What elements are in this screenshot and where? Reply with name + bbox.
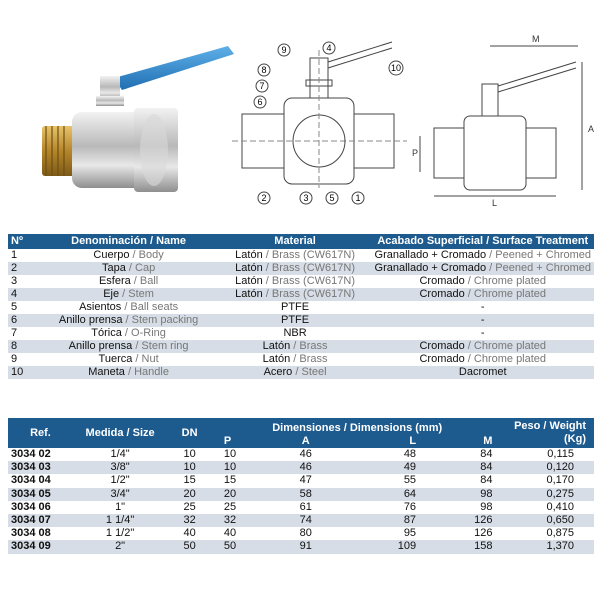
size-ref: 3034 09 bbox=[8, 540, 73, 553]
size-dn: 25 bbox=[183, 500, 196, 513]
part-name: Maneta / Handle bbox=[39, 366, 219, 379]
part-number: 5 bbox=[11, 301, 18, 313]
size-ref: 3034 07 bbox=[8, 514, 73, 527]
size-row bbox=[8, 540, 594, 553]
exploded-section-drawing bbox=[232, 28, 412, 208]
dimension-drawing bbox=[410, 28, 600, 208]
size-p: 10 bbox=[212, 461, 273, 474]
part-material: Acero / Steel bbox=[219, 366, 372, 379]
callout-9 bbox=[278, 44, 290, 56]
svg-text:7: 7 bbox=[259, 81, 265, 91]
part-finish: Cromado / Chrome plated bbox=[372, 288, 594, 301]
header-dn: DN bbox=[181, 426, 198, 439]
callout-1 bbox=[352, 192, 364, 204]
part-number: 1 bbox=[11, 249, 18, 261]
parts-row bbox=[8, 340, 594, 353]
part-number: 2 bbox=[8, 262, 39, 275]
size-dn: 10 bbox=[183, 448, 196, 461]
part-number: 7 bbox=[11, 327, 18, 339]
parts-table-header bbox=[8, 234, 594, 249]
size-m: 158 bbox=[436, 540, 502, 553]
header-m: M bbox=[483, 435, 493, 447]
size-ref: 3034 06 bbox=[11, 500, 51, 513]
size-row bbox=[8, 448, 594, 461]
parts-row bbox=[8, 314, 594, 327]
sizes-table bbox=[8, 418, 594, 554]
part-number: 9 bbox=[11, 353, 18, 365]
parts-row bbox=[8, 288, 594, 301]
size-a: 80 bbox=[299, 527, 312, 540]
part-name: Eje / Stem bbox=[39, 288, 219, 301]
svg-text:8: 8 bbox=[261, 65, 267, 75]
size-dn: 10 bbox=[167, 461, 212, 474]
svg-text:1: 1 bbox=[355, 193, 361, 203]
parts-row bbox=[8, 301, 594, 314]
part-material: Latón / Brass (CW617N) bbox=[219, 262, 372, 275]
ball-valve-photo bbox=[14, 28, 234, 208]
part-finish: - bbox=[480, 327, 485, 339]
callout-3 bbox=[300, 192, 312, 204]
parts-row bbox=[8, 353, 594, 366]
size-m: 84 bbox=[436, 461, 502, 474]
size-dn: 20 bbox=[167, 488, 212, 501]
size-a: 91 bbox=[273, 540, 339, 553]
size-nominal: 2" bbox=[73, 540, 167, 553]
part-material: PTFE bbox=[219, 314, 372, 327]
size-weight: 0,120 bbox=[502, 461, 594, 474]
size-weight: 1,370 bbox=[502, 540, 594, 553]
dim-label-m: M bbox=[532, 34, 540, 44]
callout-7 bbox=[256, 80, 268, 92]
parts-row bbox=[8, 366, 594, 379]
parts-row bbox=[8, 327, 594, 340]
size-ref: 3034 02 bbox=[11, 448, 51, 461]
size-weight: 0,410 bbox=[546, 500, 574, 513]
size-a: 74 bbox=[273, 514, 339, 527]
part-material: Latón / Brass (CW617N) bbox=[235, 275, 355, 287]
size-m: 84 bbox=[480, 448, 493, 461]
size-m: 98 bbox=[480, 500, 493, 513]
size-p: 50 bbox=[212, 540, 273, 553]
size-ref: 3034 05 bbox=[8, 488, 73, 501]
size-nominal: 1 1/2" bbox=[105, 527, 135, 540]
part-finish: Granallado + Cromado / Peened + Chromed bbox=[374, 249, 591, 261]
part-number: 6 bbox=[8, 314, 39, 327]
size-ref: 3034 03 bbox=[8, 461, 73, 474]
header-l: L bbox=[409, 435, 417, 447]
header-no: Nº bbox=[11, 235, 23, 247]
header-p: P bbox=[223, 435, 232, 447]
size-nominal: 1/4" bbox=[110, 448, 130, 461]
header-finish: Acabado Superficial / Surface Treatment bbox=[377, 235, 589, 247]
header-name: Denominación / Name bbox=[71, 235, 187, 247]
part-number: 4 bbox=[8, 288, 39, 301]
size-l: 76 bbox=[403, 500, 417, 513]
size-p: 10 bbox=[223, 448, 237, 461]
size-p: 32 bbox=[212, 514, 273, 527]
size-weight: 0,170 bbox=[546, 474, 574, 487]
size-row bbox=[8, 527, 594, 540]
size-row bbox=[8, 488, 594, 501]
size-p: 40 bbox=[223, 527, 237, 540]
dim-label-a: A bbox=[588, 124, 595, 134]
svg-text:5: 5 bbox=[329, 193, 335, 203]
size-weight: 0,275 bbox=[502, 488, 594, 501]
dim-label-p: P bbox=[412, 148, 419, 158]
size-row bbox=[8, 474, 594, 487]
svg-text:3: 3 bbox=[303, 193, 309, 203]
part-material: NBR bbox=[283, 327, 307, 339]
callout-8 bbox=[258, 64, 270, 76]
part-name: Anillo prensa / Stem packing bbox=[39, 314, 219, 327]
size-a: 61 bbox=[299, 500, 312, 513]
svg-text:6: 6 bbox=[257, 97, 263, 107]
callout-5 bbox=[326, 192, 338, 204]
size-a: 47 bbox=[299, 474, 312, 487]
parts-row bbox=[8, 275, 594, 288]
size-p: 20 bbox=[212, 488, 273, 501]
size-nominal: 3/4" bbox=[73, 488, 167, 501]
part-name: Anillo prensa / Stem ring bbox=[39, 340, 219, 353]
size-l: 109 bbox=[339, 540, 436, 553]
size-dn: 15 bbox=[183, 474, 196, 487]
part-number: 3 bbox=[11, 275, 18, 287]
svg-text:9: 9 bbox=[281, 45, 287, 55]
parts-table bbox=[8, 234, 594, 379]
size-a: 46 bbox=[273, 461, 339, 474]
size-l: 48 bbox=[403, 448, 417, 461]
size-nominal: 1" bbox=[115, 500, 126, 513]
size-dn: 50 bbox=[167, 540, 212, 553]
size-m: 98 bbox=[436, 488, 502, 501]
svg-text:2: 2 bbox=[261, 193, 267, 203]
size-dn: 32 bbox=[167, 514, 212, 527]
parts-row bbox=[8, 262, 594, 275]
size-weight: 0,875 bbox=[546, 527, 574, 540]
header-dimensions: Dimensiones / Dimensions (mm) bbox=[272, 422, 443, 434]
svg-text:4: 4 bbox=[326, 43, 332, 53]
size-p: 25 bbox=[223, 500, 237, 513]
size-m: 126 bbox=[436, 514, 502, 527]
sizes-table-header bbox=[8, 418, 594, 435]
header-material: Material bbox=[274, 235, 316, 247]
part-finish: - bbox=[372, 314, 594, 327]
size-nominal: 3/8" bbox=[73, 461, 167, 474]
size-weight: 0,115 bbox=[547, 448, 574, 461]
part-name: Tórica / O-Ring bbox=[91, 327, 166, 339]
size-nominal: 1/2" bbox=[110, 474, 130, 487]
part-finish: Dacromet bbox=[372, 366, 594, 379]
dim-label-l: L bbox=[492, 198, 498, 208]
part-finish: Cromado / Chrome plated bbox=[372, 340, 594, 353]
part-name: Tuerca / Nut bbox=[98, 353, 159, 365]
size-a: 46 bbox=[299, 448, 312, 461]
part-number: 10 bbox=[8, 366, 39, 379]
part-finish: Granallado + Cromado / Peened + Chromed bbox=[372, 262, 594, 275]
parts-row bbox=[8, 249, 594, 262]
part-name: Esfera / Ball bbox=[98, 275, 159, 287]
callout-6 bbox=[254, 96, 266, 108]
size-a: 58 bbox=[273, 488, 339, 501]
size-row bbox=[8, 514, 594, 527]
size-ref: 3034 08 bbox=[11, 527, 51, 540]
size-m: 84 bbox=[480, 474, 493, 487]
part-finish: Cromado / Chrome plated bbox=[419, 353, 547, 365]
size-row bbox=[8, 461, 594, 474]
size-dn: 40 bbox=[183, 527, 196, 540]
part-finish: Cromado / Chrome plated bbox=[419, 275, 547, 287]
handle bbox=[114, 46, 234, 90]
svg-text:10: 10 bbox=[390, 63, 402, 73]
header-size: Medida / Size bbox=[85, 426, 155, 439]
part-material: Latón / Brass bbox=[262, 353, 328, 365]
part-finish: - bbox=[480, 301, 485, 313]
callout-4 bbox=[323, 42, 335, 54]
size-l: 64 bbox=[339, 488, 436, 501]
part-number: 8 bbox=[8, 340, 39, 353]
part-material: Latón / Brass bbox=[219, 340, 372, 353]
size-nominal: 1 1/4" bbox=[73, 514, 167, 527]
callout-2 bbox=[258, 192, 270, 204]
size-weight: 0,650 bbox=[502, 514, 594, 527]
size-p: 15 bbox=[223, 474, 237, 487]
callout-10 bbox=[389, 61, 403, 75]
size-l: 49 bbox=[339, 461, 436, 474]
size-row bbox=[8, 501, 594, 514]
size-m: 126 bbox=[474, 527, 493, 540]
size-ref: 3034 04 bbox=[11, 474, 51, 487]
header-ref: Ref. bbox=[30, 426, 51, 439]
part-material: PTFE bbox=[281, 301, 310, 313]
part-name: Asientos / Ball seats bbox=[79, 301, 179, 313]
part-material: Latón / Brass (CW617N) bbox=[219, 288, 372, 301]
part-name: Cuerpo / Body bbox=[93, 249, 164, 261]
size-l: 55 bbox=[403, 474, 417, 487]
part-material: Latón / Brass (CW617N) bbox=[235, 249, 355, 261]
part-name: Tapa / Cap bbox=[39, 262, 219, 275]
header-weight: Peso / Weight (Kg) bbox=[514, 420, 586, 445]
size-l: 95 bbox=[403, 527, 417, 540]
header-a: A bbox=[301, 435, 310, 447]
size-l: 87 bbox=[339, 514, 436, 527]
